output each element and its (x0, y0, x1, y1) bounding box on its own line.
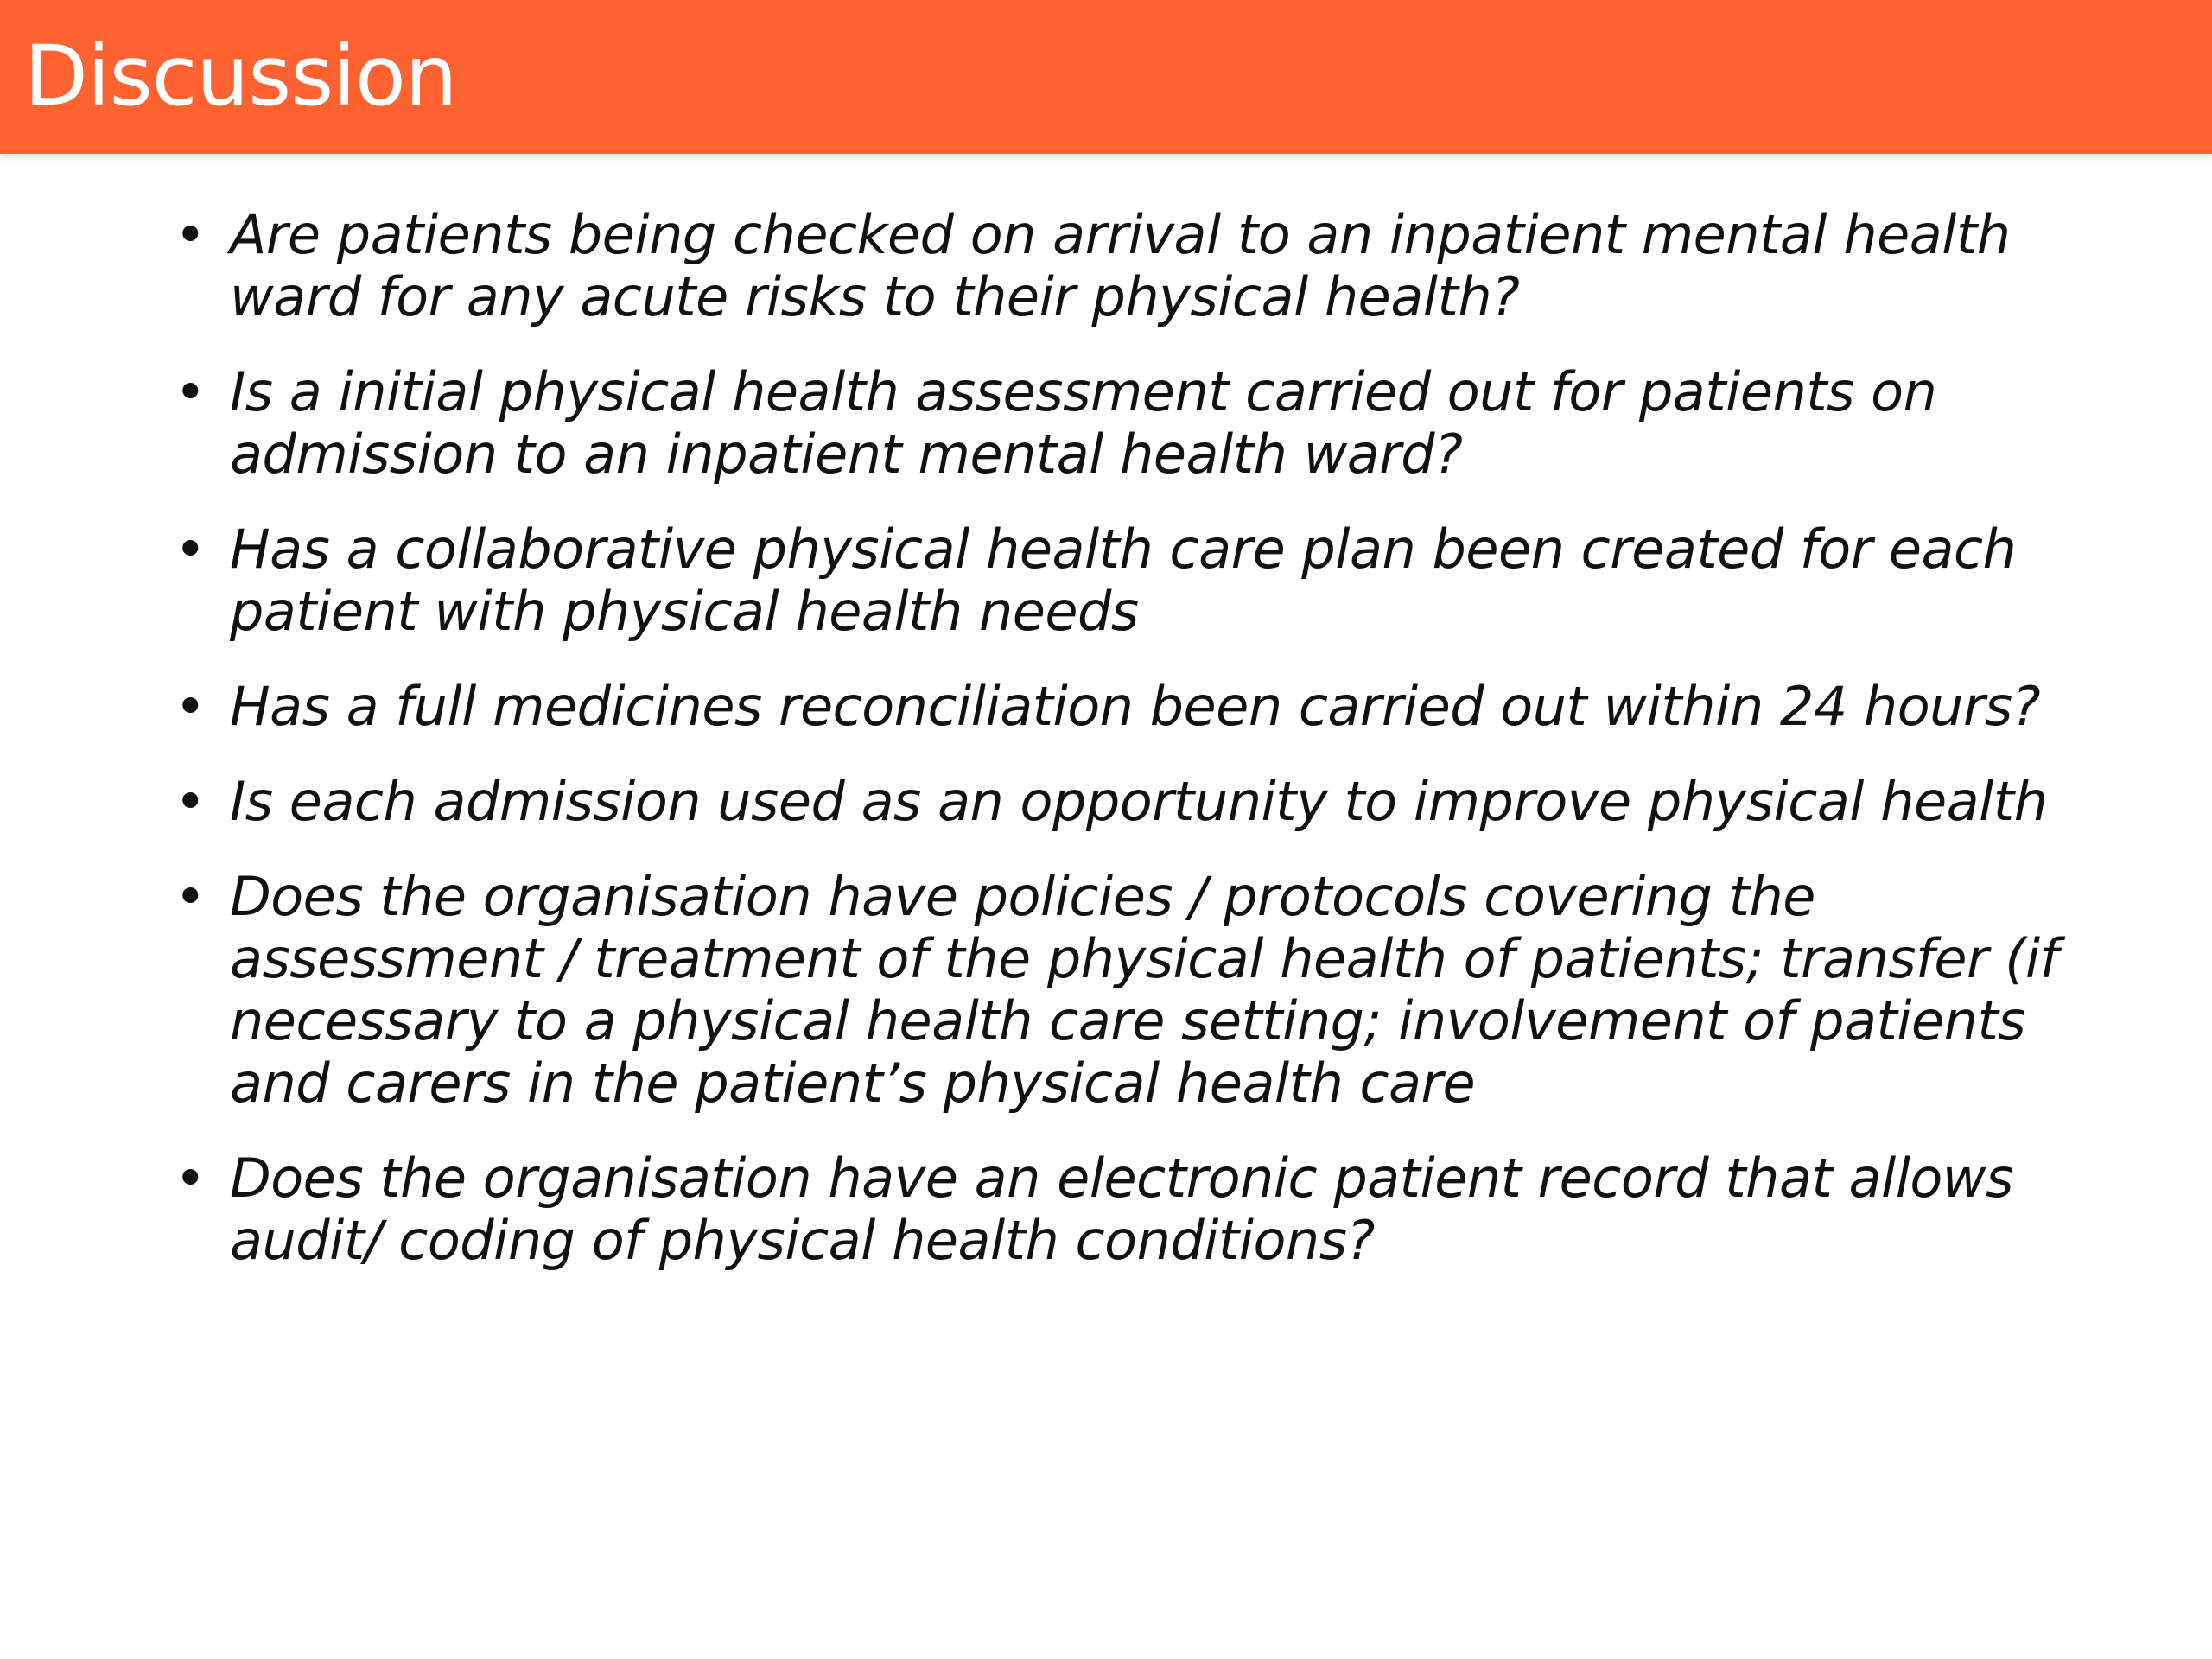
bullet-item (169, 866, 2126, 1115)
bullet-icon: • (175, 865, 207, 928)
bullet-text: Does the organisation have policies / protocols covering the assessment / treatment of the physical health of patients; transfer (if necessary to a physical health care setting; involvement of patients and carers in the patient’s physical health care (230, 865, 2058, 1115)
bullet-item (169, 204, 2126, 328)
bullet-text: Is each admission used as an opportunity to improve physical health (230, 770, 2048, 833)
bullet-text: Are patients being checked on arrival to an inpatient mental health ward for any acute risks to their physical health? (230, 203, 2011, 328)
bullet-text: Has a collaborative physical health care plan been created for each patient with physical health needs (230, 518, 2017, 643)
bullet-text: Does the organisation have an electronic patient record that allows audit/ coding of physical health conditions? (230, 1147, 2013, 1272)
bullet-text: Has a full medicines reconciliation been carried out within 24 hours? (230, 675, 2041, 738)
bullet-icon: • (175, 770, 207, 833)
bullet-icon: • (175, 203, 207, 266)
slide-title: Discussion (24, 28, 457, 124)
title-bar (0, 0, 2212, 154)
bullet-item (169, 676, 2126, 738)
bullet-item (169, 518, 2126, 643)
bullet-text: Is a initial physical health assessment carried out for patients on admission to an inpatient mental health ward? (230, 360, 1937, 486)
bullet-item (169, 771, 2126, 833)
bullet-icon: • (175, 360, 207, 423)
bullet-item (169, 1147, 2126, 1272)
bullet-list (169, 204, 2126, 1305)
bullet-icon: • (175, 518, 207, 581)
bullet-icon: • (175, 675, 207, 738)
bullet-item (169, 361, 2126, 486)
bullet-icon: • (175, 1147, 207, 1210)
